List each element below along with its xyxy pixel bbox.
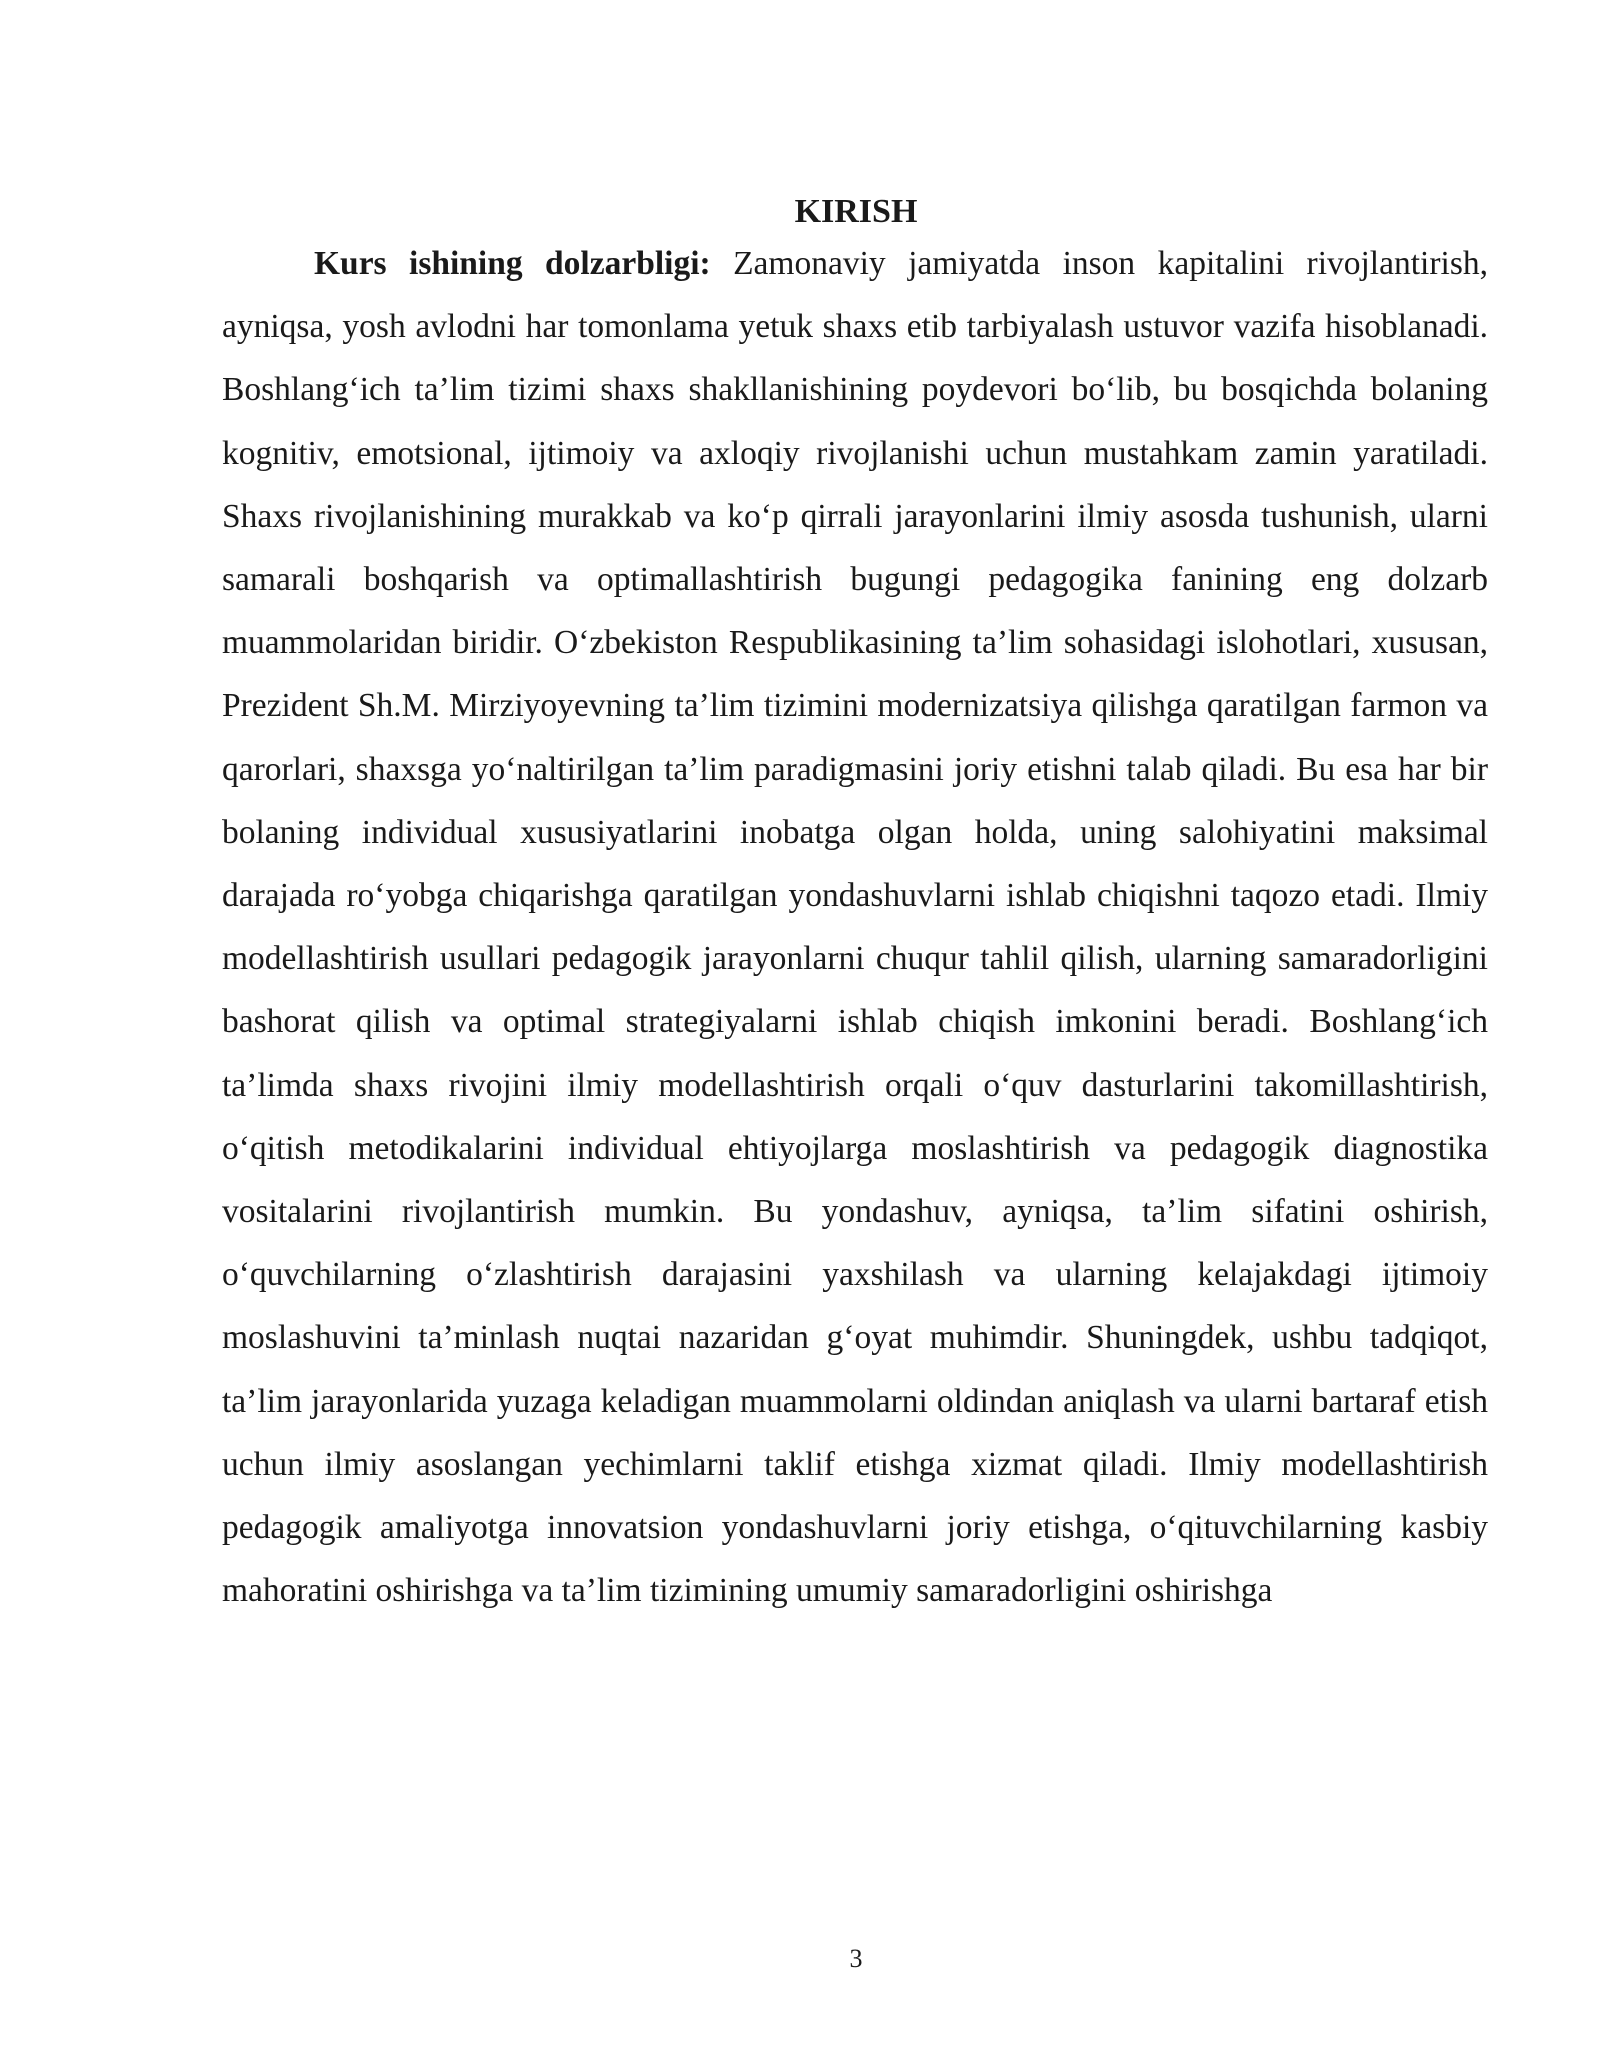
lead-label: Kurs ishining dolzarbligi: — [314, 245, 711, 282]
paragraph-text: Zamonaviy jamiyatda inson kapitalini rivojlantirish, ayniqsa, yosh avlodni har tomonlama yetuk shaxs etib tarbiyalash ustuvor vazifa hisoblanadi. Boshlang‘ich ta’lim tizimi shaxs shakllanishining poydevori bo‘lib, bu bosqichda bolaning kognitiv, emotsional, ijtimoiy va axloqiy rivojlanishi uchun mustahkam zamin yaratiladi. Shaxs rivojlanishining murakkab va ko‘p qirrali jarayonlarini ilmiy asosda tushunish, ularni samarali boshqarish va optimallashtirish bugungi pedagogika fanining eng dolzarb muammolaridan biridir. O‘zbekiston Respublikasining ta’lim sohasidagi islohotlari, xususan, Prezident Sh.M. Mirziyoyevning ta’lim tizimini modernizatsiya qilishga qaratilgan farmon va qarorlari, shaxsga yo‘naltirilgan ta’lim paradigmasini joriy etishni talab qiladi. Bu esa har bir bolaning individual xususiyatlarini inobatga olgan holda, uning salohiyatini maksimal darajada ro‘yobga chiqarishga qaratilgan yondashuvlarni ishlab chiqishni taqozo etadi. Ilmiy modellashtirish usullari pedagogik jarayonlarni chuqur tahlil qilish, ularning samaradorligini bashorat qilish va optimal strategiyalarni ishlab chiqish imkonini beradi. Boshlang‘ich ta’limda shaxs rivojini ilmiy modellashtirish orqali o‘quv dasturlarini takomillashtirish, o‘qitish metodikalarini individual ehtiyojlarga moslashtirish va pedagogik diagnostika vositalarini rivojlantirish mumkin. Bu yondashuv, ayniqsa, ta’lim sifatini oshirish, o‘quvchilarning o‘zlashtirish darajasini yaxshilash va ularning kelajakdagi ijtimoiy moslashuvini ta’minlash nuqtai nazaridan g‘oyat muhimdir. Shuningdek, ushbu tadqiqot, ta’lim jarayonlarida yuzaga keladigan muammolarni oldindan aniqlash va ularni bartaraf etish uchun ilmiy asoslangan yechimlarni taklif etishga xizmat qiladi. Ilmiy modellashtirish pedagogik amaliyotga innovatsion yondashuvlarni joriy etishga, o‘qituvchilarning kasbiy mahoratini oshirishga va ta’lim tizimining umumiy samaradorligini oshirishga — [222, 245, 1488, 1610]
page-number: 3 — [849, 1944, 863, 1973]
section-heading: KIRISH — [794, 193, 918, 230]
body-paragraph — [222, 232, 1488, 1622]
